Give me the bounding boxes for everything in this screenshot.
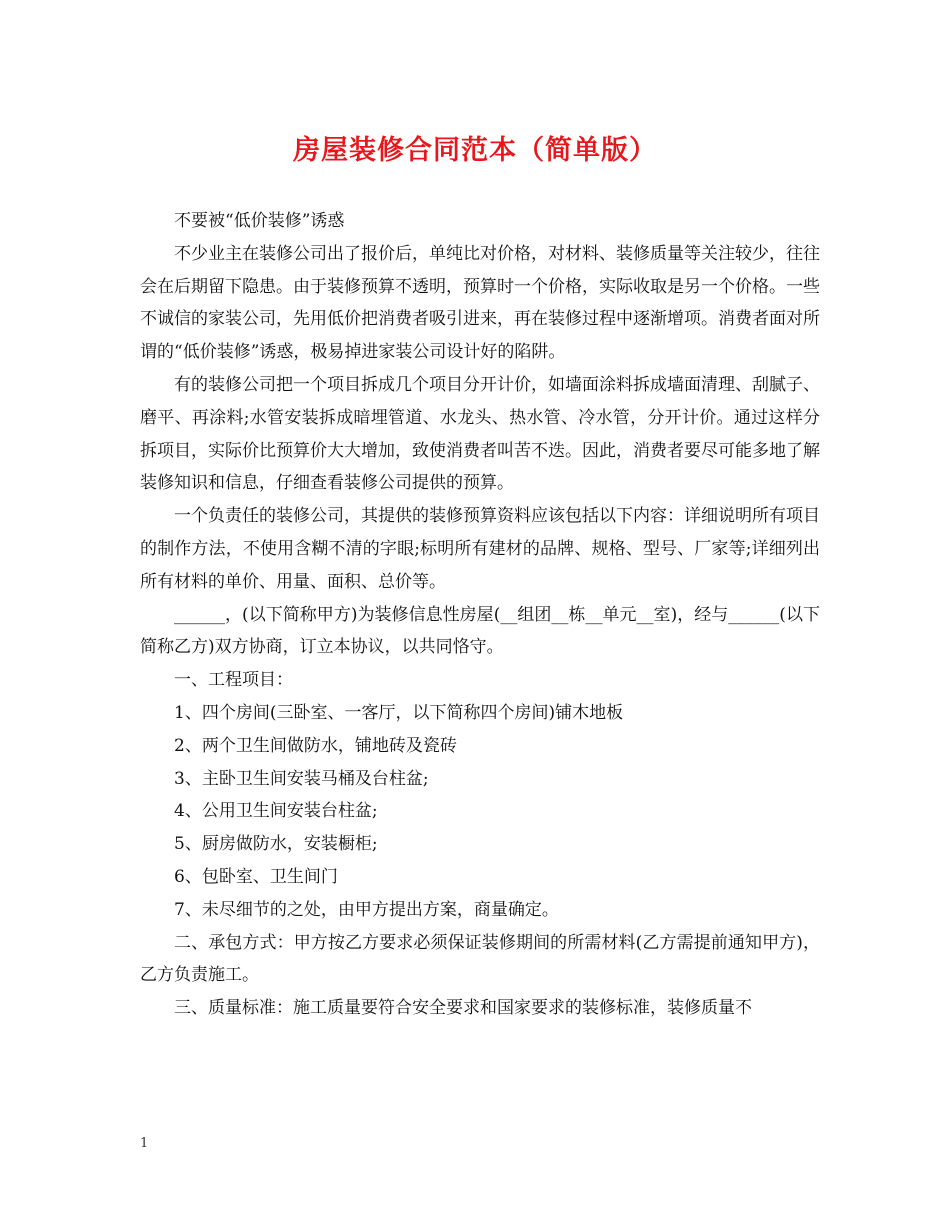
- paragraph-low-price: 不少业主在装修公司出了报价后，单纯比对价格，对材料、装修质量等关注较少，往往会在后期留下隐患。由于装修预算不透明，预算时一个价格，实际收取是另一个价格。一些不诚信的家装公司，先用低价把消费者吸引进来，再在装修过程中逐渐增项。消费者面对所谓的“低价装修”诱惑，极易掉进家装公司设计好的陷阱。: [140, 243, 820, 363]
- paragraph-parties: ______，(以下简称甲方)为装修信息性房屋(__组团__栋__单元__室)，经与______(以下简称乙方)双方协商，订立本协议，以共同恪守。: [140, 604, 820, 658]
- list-item: 2、两个卫生间做防水，铺地砖及瓷砖: [174, 735, 457, 756]
- list-item: 6、包卧室、卫生间门: [174, 866, 338, 887]
- paragraph-budget-content: 一个负责任的装修公司，其提供的装修预算资料应该包括以下内容：详细说明所有项目的制作方法，不使用含糊不清的字眼;标明所有建材的品牌、规格、型号、厂家等;详细列出所有材料的单价、用量、面积、总价等。: [140, 506, 820, 592]
- page-number: 1: [140, 1136, 149, 1151]
- list-item: 4、公用卫生间安装台柱盆;: [174, 801, 378, 822]
- section-heading-projects: 一、工程项目：: [174, 670, 293, 691]
- list-item: 5、厨房做防水，安装橱柜;: [174, 834, 378, 855]
- document-body: [140, 205, 820, 1025]
- document-title: 房屋装修合同范本（简单版）: [293, 135, 657, 166]
- list-item: 7、未尽细节的之处，由甲方提出方案，商量确定。: [174, 899, 559, 920]
- list-item: 3、主卧卫生间安装马桶及台柱盆;: [174, 768, 429, 789]
- paragraph-quality-standard: 三、质量标准：施工质量要符合安全要求和国家要求的装修标准，装修质量不: [174, 998, 752, 1019]
- paragraph-heading-warning: 不要被“低价装修”诱惑: [174, 211, 345, 231]
- paragraph-split-items: 有的装修公司把一个项目拆成几个项目分开计价，如墙面涂料拆成墙面清理、刮腻子、磨平、再涂料;水管安装拆成暗埋管道、水龙头、热水管、冷水管，分开计价。通过这样分拆项目，实际价比预算价大大增加，致使消费者叫苦不迭。因此，消费者要尽可能多地了解装修知识和信息，仔细查看装修公司提供的预算。: [140, 374, 820, 494]
- paragraph-contract-method: 二、承包方式：甲方按乙方要求必须保证装修期间的所需材料(乙方需提前通知甲方)，乙方负责施工。: [140, 932, 820, 986]
- list-item: 1、四个房间(三卧室、一客厅，以下简称四个房间)铺木地板: [174, 702, 624, 723]
